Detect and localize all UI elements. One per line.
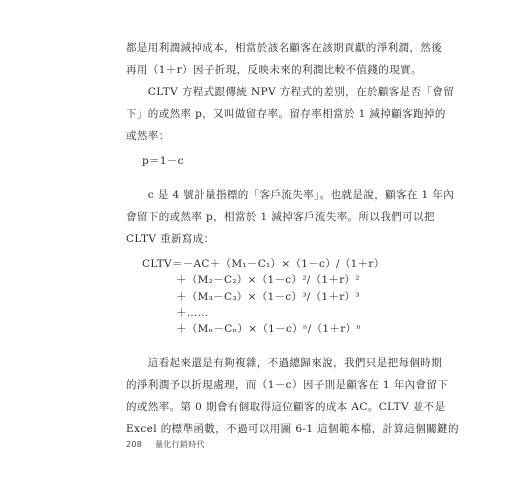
paragraph-2 <box>126 81 455 147</box>
formula-line: ＋…… <box>176 307 209 319</box>
formula-line: CLTV＝－AC＋（M₁－C₁）×（1－c）/（1＋r） <box>142 258 385 270</box>
book-title: 量化行銷時代 <box>155 440 205 449</box>
paragraph-4 <box>126 352 459 440</box>
text-line: 的或然率。第 0 期會有個取得這位顧客的成本 AC。CLTV 並不是 <box>126 401 446 413</box>
text-line: CLTV 重新寫成： <box>126 233 215 245</box>
page-footer <box>126 439 215 450</box>
text-line: c 是 4 號計量指標的「客戶流失率」。也就是說，顧客在 1 年內 <box>126 189 455 201</box>
text-line: 這看起來還是有夠複雜，不過總歸來說，我們只是把每個時期 <box>126 357 443 369</box>
text-line: 下」的或然率 p，又叫做留存率。留存率相當於 1 減掉顧客跑掉的 <box>126 108 446 120</box>
page-number: 208 <box>126 440 143 449</box>
formula-line: ＋（M₂－C₂）×（1－c）²/（1＋r）² <box>176 274 360 286</box>
paragraph-3 <box>126 184 455 250</box>
text-line: 或然率： <box>126 130 170 142</box>
text-line: Excel 的標準函數，不過可以用圖 6-1 這個範本檔，計算這個關鍵的 <box>126 423 459 435</box>
formula-line: ＋（M₃－C₃）×（1－c）³/（1＋r）³ <box>176 291 360 303</box>
text-line: 的淨利潤予以折現處理，而（1－c）因子則是顧客在 1 年內會留下 <box>126 379 449 391</box>
text-line: CLTV 方程式跟傳統 NPV 方程式的差別，在於顧客是否「會留 <box>126 86 455 98</box>
text-line: 會留下的或然率 p，相當於 1 減掉客戶流失率。所以我們可以把 <box>126 211 435 223</box>
formula-line: ＋（Mₙ－Cₙ）×（1－c）ⁿ/（1＋r）ⁿ <box>176 323 362 335</box>
paragraph-1 <box>126 37 443 81</box>
equation-retention: p＝1－c <box>142 155 184 167</box>
text-line: 都是用利潤減掉成本，相當於該名顧客在該期貢獻的淨利潤，然後 <box>126 42 443 54</box>
text-line: 再用（1＋r）因子折現，反映未來的利潤比較不值錢的現實。 <box>126 64 422 76</box>
